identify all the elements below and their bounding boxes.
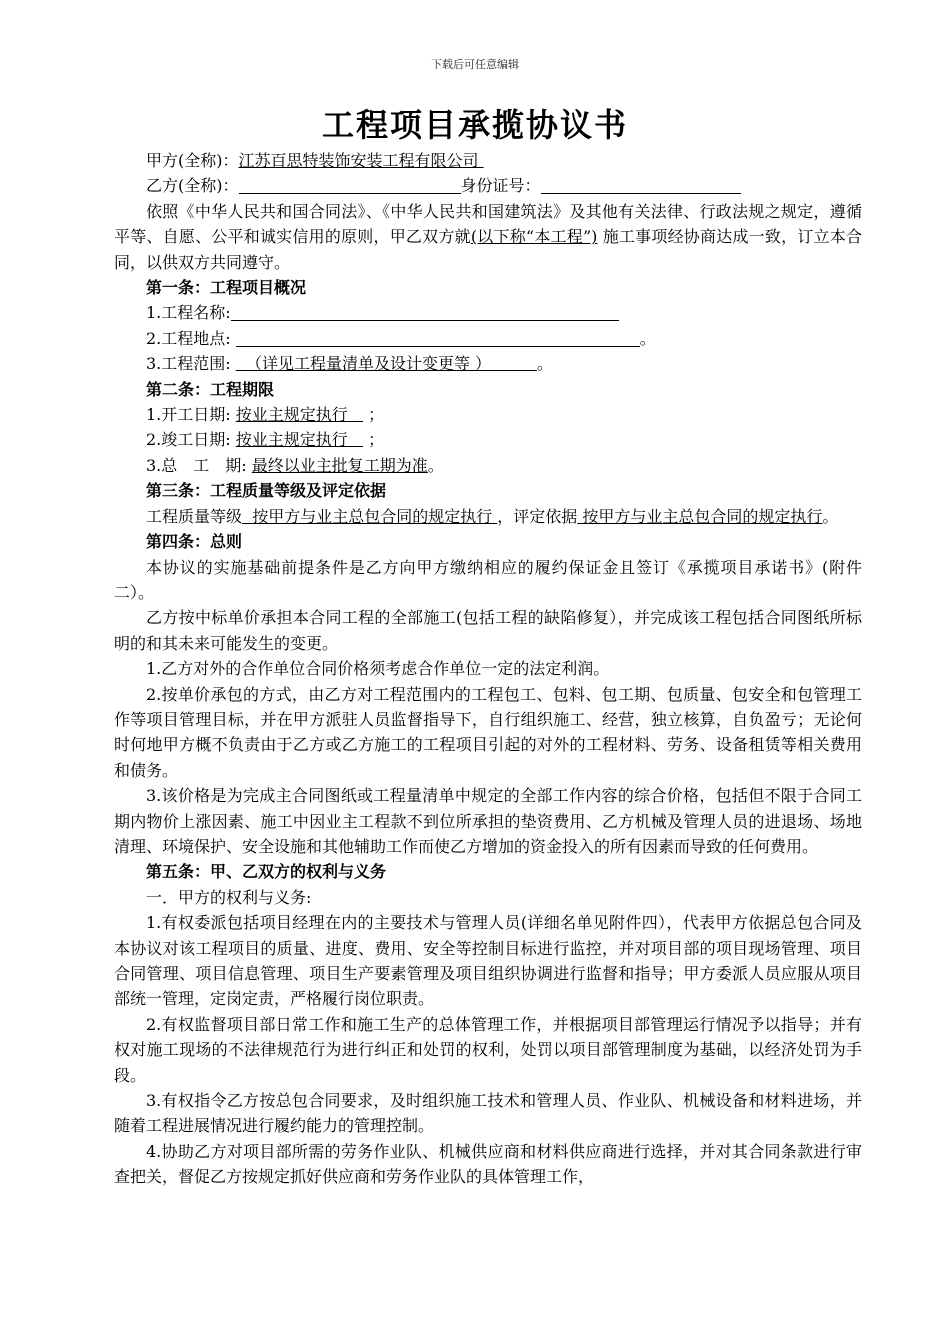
party-b-label: 乙方(全称)： xyxy=(146,176,239,196)
article-5-item-1: 1.有权委派包括项目经理在内的主要技术与管理人员(详细名单见附件四），代表甲方依据总包合同及本协议对该工程项目的质量、进度、费用、安全等控制目标进行监控，并对项目部的项目现场管理、项目合同管理、项目信息管理、项目生产要素管理及项目组织协调进行监督和指导；甲方委派人员应服从项目部统一管理，定岗定责，严格履行岗位职责。 xyxy=(114,913,862,1009)
party-a-rights-subheading: 一．甲方的权利与义务: xyxy=(146,887,312,907)
article-4-item-2: 2.按单价承包的方式，由乙方对工程范围内的工程包工、包料、包工期、包质量、包安全和包管理工作等项目管理目标，并在甲方派驻人员监督指导下，自行组织施工、经营，独立核算，自负盈亏；无论何时何地甲方概不负责由于乙方或乙方施工的工程项目引起的对外的工程材料、劳务、设备租赁等相关费用和债务。 xyxy=(114,684,862,780)
project-scope-value: （详见工程量清单及设计变更等 ） xyxy=(245,354,492,374)
party-b-id-blank xyxy=(541,175,741,194)
project-scope-line: 3.工程范围: （详见工程量清单及设计变更等 ） 。 xyxy=(146,354,553,374)
start-date-line: 1.开工日期: 按业主规定执行 ； xyxy=(146,405,385,425)
quality-grade-value: 按甲方与业主总包合同的规定执行 xyxy=(252,506,493,526)
article-5-item-3: 3.有权指令乙方按总包合同要求，及时组织施工技术和管理人员、作业队、机械设备和材料进场，并随着工程进展情况进行履约能力的管理控制。 xyxy=(114,1091,862,1136)
start-date-value: 按业主规定执行 xyxy=(235,405,348,425)
article-5-item-4: 4.协助乙方对项目部所需的劳务作业队、机械供应商和材料供应商进行选择，并对其合同条款进行审查把关，督促乙方按规定抓好供应商和劳务作业队的具体管理工作， xyxy=(114,1141,862,1187)
project-location-blank xyxy=(236,328,640,347)
article-4-paragraph-1: 本协议的实施基础前提条件是乙方向甲方缴纳相应的履约保证金且签订《承揽项目承诺书》(附件二）。 xyxy=(114,557,862,602)
quality-paragraph: 工程质量等级 按甲方与业主总包合同的规定执行 ，评定依据 按甲方与业主总包合同的规定执行。 xyxy=(146,506,839,526)
total-period-value: 最终以业主批复工期为准 xyxy=(251,455,428,475)
article-4-paragraph-2: 乙方按中标单价承担本合同工程的全部施工(包括工程的缺陷修复），并完成该工程包括合同图纸所标明的和其未来可能发生的变更。 xyxy=(114,608,862,653)
intro-paragraph: 依照《中华人民共和国合同法》、《中华人民共和国建筑法》及其他有关法律、行政法规之规定，遵循平等、自愿、公平和诚实信用的原则，甲乙双方就(以下称“本工程”) 施工事项经协商达成一致，订立本合同，以供双方共同遵守。 xyxy=(114,201,862,272)
intro-underlined: (以下称“本工程”) xyxy=(470,227,598,247)
party-b-id-label: 身份证号： xyxy=(460,176,541,196)
header-note: 下载后可任意编辑 xyxy=(431,58,519,71)
completion-date-value: 按业主规定执行 xyxy=(235,430,348,450)
completion-date-line: 2.竣工日期: 按业主规定执行 ； xyxy=(146,430,385,450)
article-4-heading: 第四条：总则 xyxy=(146,532,243,552)
total-period-line: 3.总 工 期: 最终以业主批复工期为准。 xyxy=(146,455,444,475)
project-name-blank xyxy=(231,302,619,321)
document-body xyxy=(114,148,862,1190)
article-5-item-2: 2.有权监督项目部日常工作和施工生产的总体管理工作，并根据项目部管理运行情况予以指导；并有权对施工现场的不法律规范行为进行纠正和处罚的权利，处罚以项目部管理制度为基础，以经济处罚为手段。 xyxy=(114,1014,862,1085)
party-a-value: 江苏百思特装饰安装工程有限公司 xyxy=(238,151,479,170)
article-1-heading: 第一条：工程项目概况 xyxy=(146,278,307,298)
project-name-line: 1.工程名称: xyxy=(114,300,862,325)
party-b-line xyxy=(114,173,862,198)
document-title: 工程项目承揽协议书 xyxy=(321,106,628,144)
article-3-heading: 第三条：工程质量等级及评定依据 xyxy=(146,481,387,501)
project-location-line: 2.工程地点: 。 xyxy=(146,328,656,348)
party-a-line xyxy=(114,148,862,173)
party-a-label: 甲方(全称)： xyxy=(146,151,239,170)
article-2-heading: 第二条：工程期限 xyxy=(146,379,275,399)
article-4-item-1: 1.乙方对外的合作单位合同价格须考虑合作单位一定的法定利润。 xyxy=(146,659,610,679)
article-4-item-3: 3.该价格是为完成主合同图纸或工程量清单中规定的全部工作内容的综合价格，包括但不限于合同工期内物价上涨因素、施工中因业主工程款不到位所承担的垫资费用、乙方机械及管理人员的进退场、场地清理、环境保护、安全设施和其他辅助工作而使乙方增加的资金投入的所有因素而导致的任何费用。 xyxy=(114,786,862,856)
party-b-name-blank xyxy=(239,175,461,194)
quality-basis-value: 按甲方与业主总包合同的规定执行 xyxy=(582,506,823,526)
article-5-heading: 第五条：甲、乙双方的权利与义务 xyxy=(146,862,387,882)
